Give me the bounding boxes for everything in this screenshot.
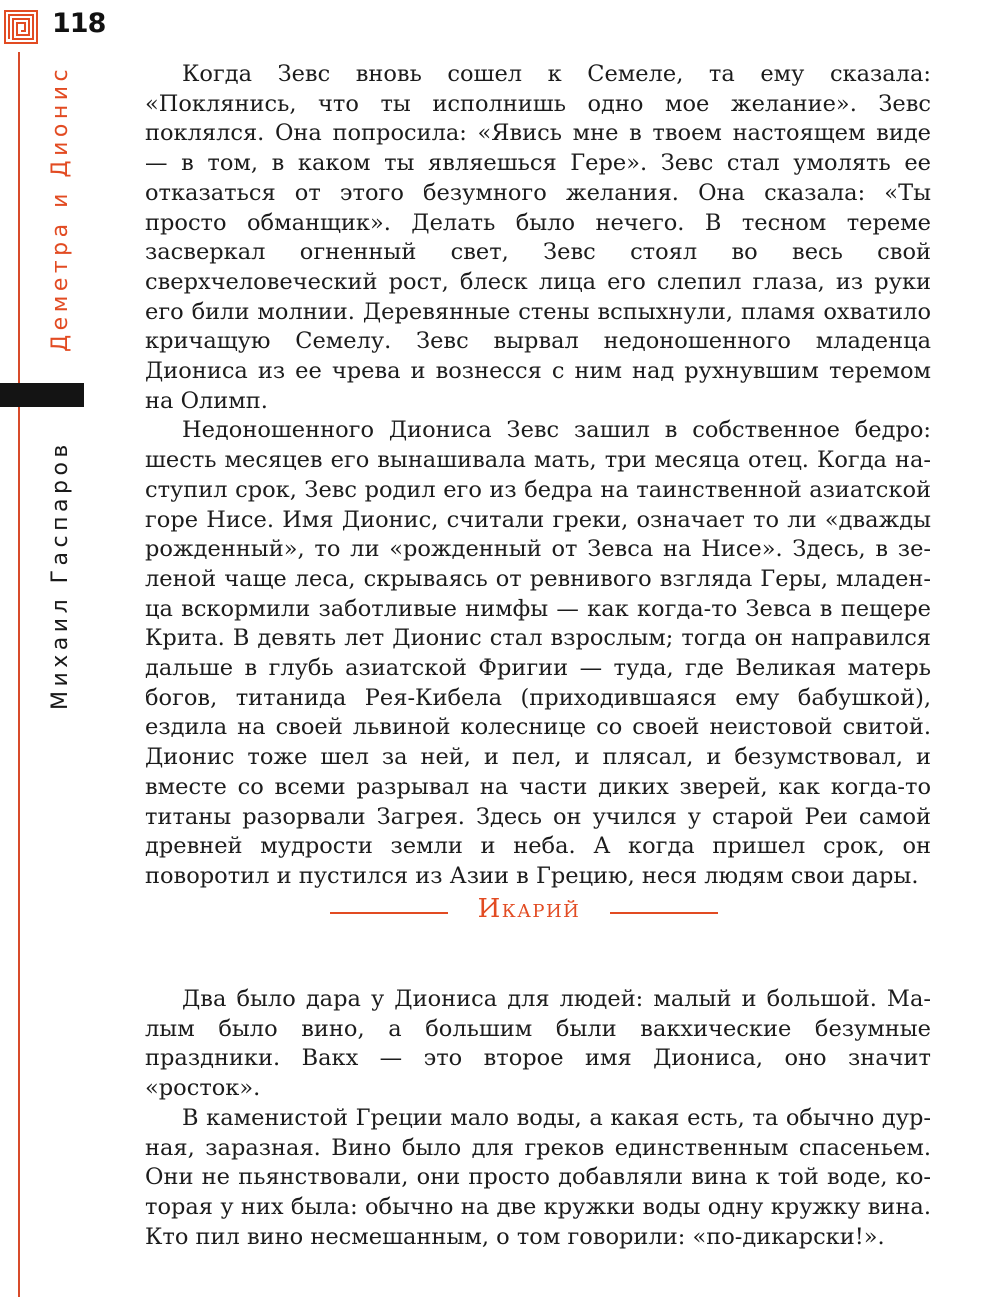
margin-divider-bar bbox=[0, 383, 84, 407]
paragraph: В каменистой Греции мало воды, а какая есть, та обычно дурная, заразная. Вино было для греков единственным спасеньем. Они не пьянствовали, они просто добавляли вина к той воде, которая у них была: обычно на две кружки воды одну кружку вина. Кто пил вино несмешанным, о том говорили: «по-дикарски!». bbox=[145, 1104, 931, 1250]
running-head-author: Михаил Гаспаров bbox=[48, 440, 73, 710]
greek-key-icon bbox=[4, 10, 38, 44]
running-head-section: Деметра и Дионис bbox=[48, 64, 73, 352]
heading-rule-left bbox=[330, 912, 448, 914]
paragraph: Два было дара у Диониса для людей: малый и большой. Малым было вино, а большим были вакхические безумные праздники. Вакх — это второе имя Диониса, оно значит «росток». bbox=[145, 986, 931, 1102]
body-text-bottom bbox=[145, 985, 931, 1252]
body-text-top bbox=[145, 60, 931, 892]
paragraph: Недоношенного Диониса Зевс зашил в собственное бедро: шесть месяцев его вынашивала мать, три месяца отец. Когда наступил срок, Зевс родил его из бедра на таинственной азиатской горе Нисе. Имя Дионис, считали греки, означает то ли «дважды рожденный», то ли «рожденный от Зевса на Нисе». Здесь, в зеленой чаще леса, скрываясь от ревнивого взгляда Геры, младенца вскормили заботливые нимфы — как когда-то Зевса в пещере Крита. В девять лет Дионис стал взрослым; тогда он направился дальше в глубь азиатской Фригии — туда, где Великая матерь богов, титанида Рея-Кибела (приходившаяся ему бабушкой), ездила на своей львиной колеснице со своей неистовой свитой. Дионис тоже шел за ней, и пел, и плясал, и безумствовал, и вместе со всеми разрывал на части диких зверей, как когда-то титаны разорвали Загрея. Здесь он учился у старой Реи самой древней мудрости земли и неба. А когда пришел срок, он поворотил и пустился из Азии в Грецию, неся людям свои дары. bbox=[145, 417, 931, 889]
chapter-heading bbox=[330, 890, 770, 934]
margin-rule bbox=[18, 52, 20, 1297]
paragraph: Когда Зевс вновь сошел к Семеле, та ему сказала: «Поклянись, что ты исполнишь одно мое желание». Зевс поклялся. Она попросила: «Явись мне в твоем настоящем виде — в том, в каком ты являешься Гере». Зевс стал умолять ее отказаться от этого безумного желания. Она сказала: «Ты просто обманщик». Делать было нечего. В тесном тереме засверкал огненный свет, Зевс стоял во весь свой сверхчеловеческий рост, блеск лица его слепил глаза, из руки его били молнии. Деревянные стены вспыхнули, пламя охватило кричащую Семелу. Зевс вырвал недоношенного младенца Диониса из ее чрева и вознесся с ним над рухнувшим теремом на Олимп. bbox=[145, 61, 931, 414]
chapter-title: Икарий bbox=[477, 894, 581, 924]
heading-rule-right bbox=[610, 912, 718, 914]
page-number: 118 bbox=[52, 8, 106, 39]
